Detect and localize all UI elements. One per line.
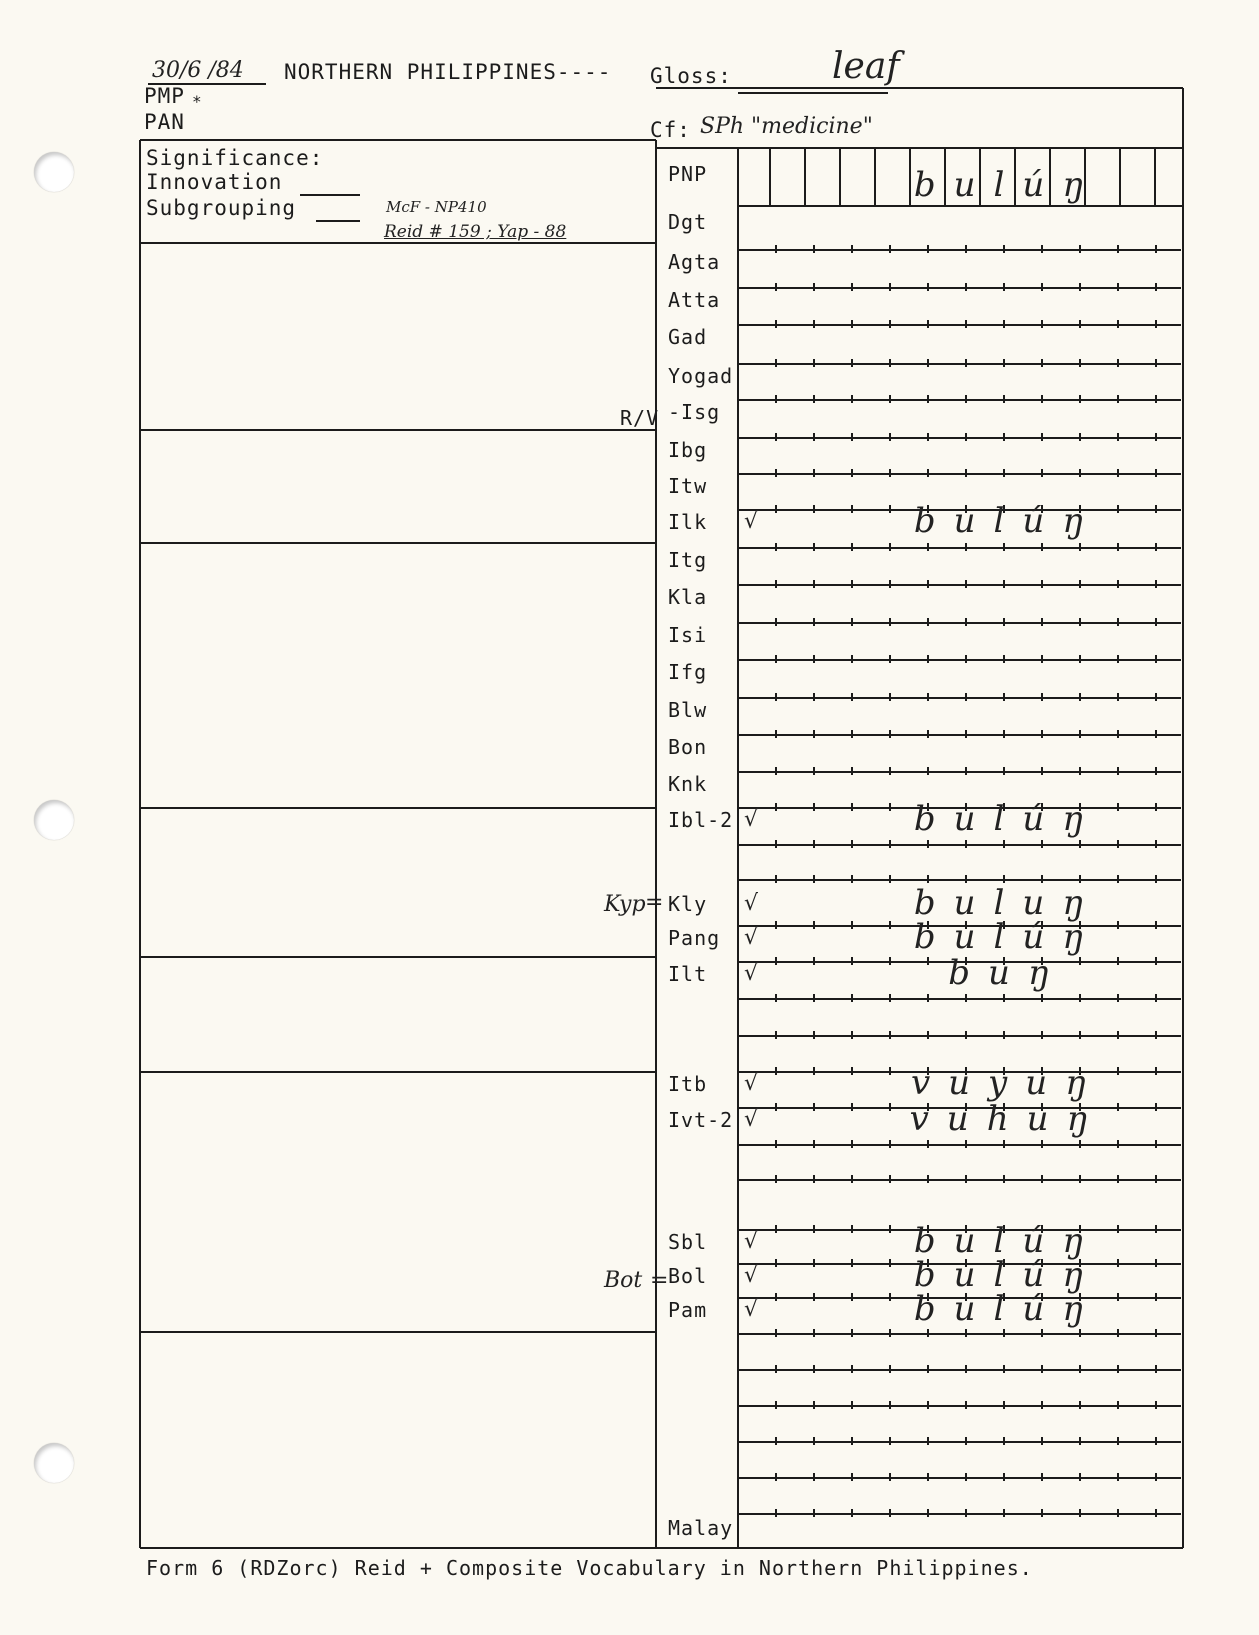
language-code: Dgt bbox=[668, 210, 708, 234]
cognate-check-mark: √ bbox=[744, 807, 759, 832]
equals-kyp: = bbox=[645, 890, 664, 915]
date-field: 30/6 /84 bbox=[148, 58, 266, 85]
cognate-check-mark: √ bbox=[744, 1297, 759, 1322]
pan-label: PAN bbox=[144, 110, 185, 134]
language-code: Ilt bbox=[668, 962, 708, 986]
pmp-label: PMP bbox=[144, 84, 185, 108]
language-code: Malay bbox=[668, 1516, 734, 1540]
pmp-star: * bbox=[192, 92, 203, 111]
reflex-form: buŋ bbox=[948, 953, 1068, 993]
language-code: Kly bbox=[668, 892, 708, 916]
reflex-form: bulúŋ bbox=[913, 1255, 1103, 1295]
cognate-check-mark: √ bbox=[744, 1229, 759, 1254]
language-code: Ivt-2 bbox=[668, 1108, 734, 1132]
cf-label: Cf: bbox=[650, 118, 691, 142]
reflex-form: bulúŋ bbox=[913, 799, 1103, 839]
subgrouping-label: Subgrouping bbox=[146, 196, 297, 220]
cf-value: SPh "medicine" bbox=[700, 114, 873, 139]
equals-bot: = bbox=[650, 1268, 669, 1293]
language-code: Itb bbox=[668, 1072, 708, 1096]
cognate-check-mark: √ bbox=[744, 1107, 759, 1132]
note-bot: Bot bbox=[604, 1268, 643, 1293]
language-code: Sbl bbox=[668, 1230, 708, 1254]
gloss-label: Gloss: bbox=[650, 64, 732, 88]
reflex-form: bulúŋ bbox=[913, 917, 1103, 957]
reflex-form: vuhuŋ bbox=[909, 1099, 1107, 1139]
cognate-check-mark: √ bbox=[744, 961, 759, 986]
language-code: Agta bbox=[668, 250, 721, 274]
reflex-form: bulúŋ bbox=[913, 1289, 1103, 1329]
language-code: Pang bbox=[668, 926, 721, 950]
language-code: -Isg bbox=[668, 400, 721, 424]
significance-title: Significance: bbox=[146, 146, 324, 170]
language-code: Yogad bbox=[668, 364, 734, 388]
language-code: Ibl-2 bbox=[668, 808, 734, 832]
reflex-form: vuyuŋ bbox=[910, 1063, 1106, 1103]
form-footer: Form 6 (RDZorc) Reid + Composite Vocabulary in Northern Philippines. bbox=[146, 1556, 1033, 1580]
innovation-label: Innovation bbox=[146, 170, 283, 194]
reflex-form: bulúŋ bbox=[913, 1221, 1103, 1261]
language-code: Bon bbox=[668, 735, 708, 759]
language-code: Kla bbox=[668, 585, 708, 609]
cognate-check-mark: √ bbox=[744, 925, 759, 950]
language-code: Gad bbox=[668, 325, 708, 349]
reflex-form: buluŋ bbox=[913, 883, 1103, 923]
language-code: Itw bbox=[668, 474, 708, 498]
language-code: Ibg bbox=[668, 438, 708, 462]
reflex-form: bulúŋ bbox=[913, 501, 1103, 541]
language-code: Knk bbox=[668, 772, 708, 796]
language-code: Atta bbox=[668, 288, 721, 312]
language-code: Itg bbox=[668, 548, 708, 572]
page-title: NORTHERN PHILIPPINES---- bbox=[284, 60, 612, 84]
note-rv: R/V bbox=[620, 406, 660, 430]
language-code: Ilk bbox=[668, 510, 708, 534]
gloss-value: leaf bbox=[832, 46, 900, 87]
cognate-check-mark: √ bbox=[744, 1071, 759, 1096]
reference-mcf: McF - NP410 bbox=[386, 198, 487, 216]
cognate-check-mark: √ bbox=[744, 509, 759, 534]
cognate-check-mark: √ bbox=[744, 1263, 759, 1288]
note-kyp: Kyp bbox=[604, 892, 646, 917]
language-code: PNP bbox=[668, 162, 708, 186]
reference-reid: Reid # 159 ; Yap - 88 bbox=[384, 222, 567, 242]
language-code: Pam bbox=[668, 1298, 708, 1322]
language-code: Bol bbox=[668, 1264, 708, 1288]
language-code: Ifg bbox=[668, 660, 708, 684]
cognate-check-mark: √ bbox=[744, 891, 759, 916]
language-code: Isi bbox=[668, 623, 708, 647]
reflex-form: bulúŋ bbox=[913, 165, 1103, 205]
language-code: Blw bbox=[668, 698, 708, 722]
